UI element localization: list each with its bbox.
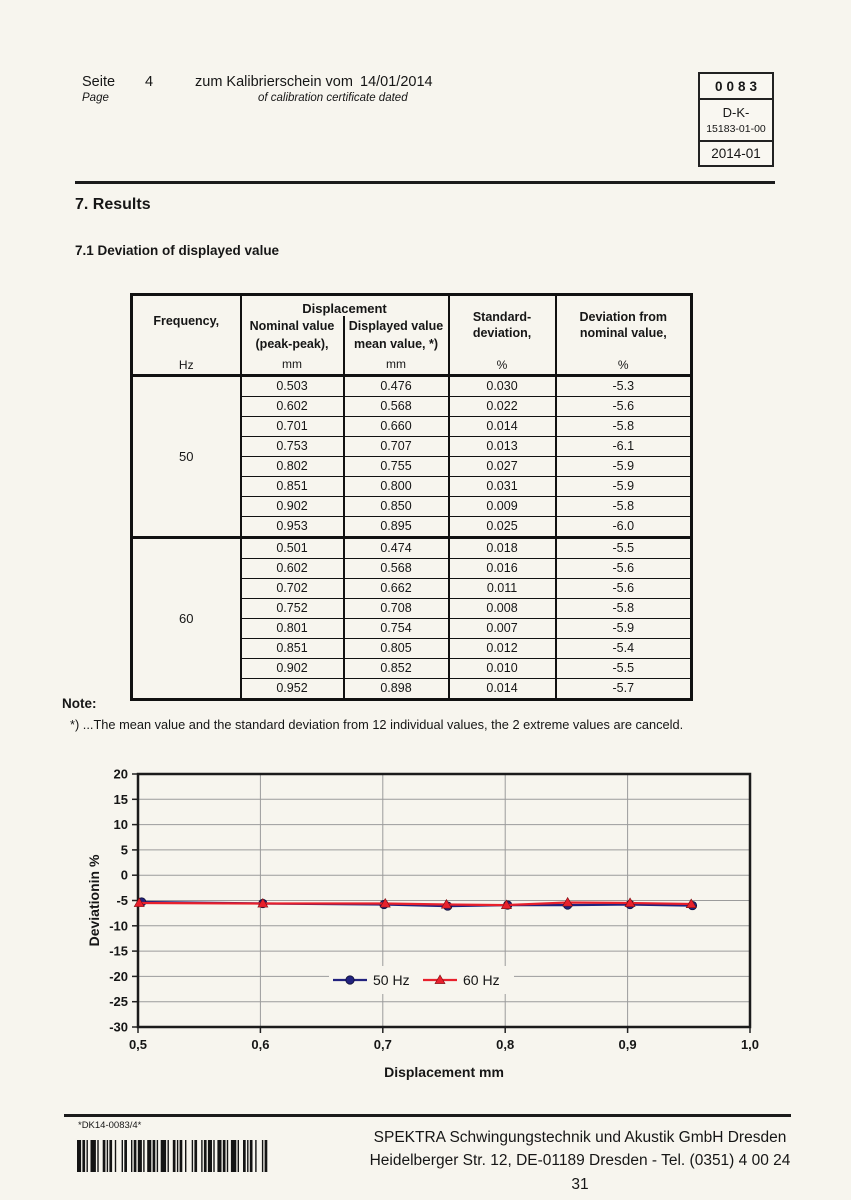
barcode-bar — [173, 1140, 176, 1172]
barcode-bar — [231, 1140, 236, 1172]
cert-label-de: zum Kalibrierschein vom — [195, 74, 353, 90]
value-cell: 0.568 — [344, 397, 449, 417]
barcode-bar — [255, 1140, 256, 1172]
dev-label-line1: Deviation from — [579, 310, 668, 324]
col-header-displayed — [344, 316, 449, 376]
barcode-bar — [82, 1140, 85, 1172]
barcode-bar — [87, 1140, 88, 1172]
value-cell: 0.800 — [344, 477, 449, 497]
page-header — [82, 74, 642, 104]
barcode-bar — [153, 1140, 156, 1172]
barcode-bar — [77, 1140, 81, 1172]
y-axis-title: Deviationin % — [86, 854, 102, 947]
value-cell: -5.8 — [556, 497, 692, 517]
stamp-issue: 2014-01 — [698, 140, 774, 167]
value-cell: 0.701 — [241, 417, 344, 437]
y-tick-label: -20 — [109, 968, 128, 984]
value-cell: 0.902 — [241, 659, 344, 679]
y-tick-label: -30 — [109, 1019, 128, 1035]
barcode-bar — [177, 1140, 178, 1172]
value-cell: -5.6 — [556, 559, 692, 579]
barcode-bar — [180, 1140, 183, 1172]
value-cell: -5.8 — [556, 599, 692, 619]
company-line2: Heidelberger Str. 12, DE-01189 Dresden - Tel. (0351) 4 00 24 31 — [369, 1152, 791, 1193]
nominal-label-line1: Nominal value — [249, 319, 335, 333]
barcode-bar — [134, 1140, 137, 1172]
cert-label-en: of calibration certificate dated — [258, 92, 408, 104]
x-tick-label: 0,9 — [618, 1037, 637, 1052]
value-cell: 0.898 — [344, 679, 449, 700]
section-title: 7. Results — [75, 196, 151, 213]
nominal-unit: mm — [282, 357, 302, 371]
value-cell: -5.6 — [556, 579, 692, 599]
x-tick-label: 1,0 — [740, 1037, 760, 1052]
barcode — [77, 1140, 272, 1172]
value-cell: -5.4 — [556, 639, 692, 659]
displayed-label-line1: Displayed value — [348, 319, 444, 333]
value-cell: 0.025 — [449, 517, 556, 538]
stamp-number: 0083 — [698, 72, 774, 100]
value-cell: -5.9 — [556, 619, 692, 639]
header-divider — [75, 181, 775, 184]
value-cell: 0.755 — [344, 457, 449, 477]
results-table-head — [132, 295, 692, 376]
dev-unit: % — [617, 358, 629, 372]
value-cell: -6.0 — [556, 517, 692, 538]
value-cell: 0.014 — [449, 417, 556, 437]
y-tick-label: -10 — [109, 918, 128, 934]
results-table — [130, 293, 693, 701]
value-cell: 0.801 — [241, 619, 344, 639]
barcode-bar — [109, 1140, 112, 1172]
value-cell: 0.012 — [449, 639, 556, 659]
value-cell: 0.011 — [449, 579, 556, 599]
barcode-bar — [223, 1140, 226, 1172]
col-header-nominal — [241, 316, 344, 376]
frequency-cell: 50 — [132, 376, 241, 538]
value-cell: 0.568 — [344, 559, 449, 579]
barcode-bar — [227, 1140, 228, 1172]
value-cell: 0.850 — [344, 497, 449, 517]
barcode-bar — [208, 1140, 212, 1172]
value-cell: 0.752 — [241, 599, 344, 619]
value-cell: 0.660 — [344, 417, 449, 437]
value-cell: 0.753 — [241, 437, 344, 457]
value-cell: 0.953 — [241, 517, 344, 538]
cert-date: 14/01/2014 — [360, 74, 433, 90]
displayed-unit: mm — [386, 357, 406, 371]
value-cell: 0.754 — [344, 619, 449, 639]
value-cell: 0.662 — [344, 579, 449, 599]
value-cell: 0.602 — [241, 559, 344, 579]
barcode-bar — [262, 1140, 263, 1172]
doc-code: *DK14-0083/4* — [78, 1120, 142, 1131]
y-tick-label: -15 — [109, 943, 128, 959]
barcode-bar — [143, 1140, 144, 1172]
value-cell: 0.503 — [241, 376, 344, 397]
value-cell: 0.602 — [241, 397, 344, 417]
x-tick-label: 0,6 — [251, 1037, 270, 1052]
barcode-bar — [168, 1140, 169, 1172]
value-cell: 0.702 — [241, 579, 344, 599]
value-cell: 0.014 — [449, 679, 556, 700]
barcode-bar — [157, 1140, 158, 1172]
value-cell: -6.1 — [556, 437, 692, 457]
value-cell: -5.5 — [556, 659, 692, 679]
seite-label: Seite — [82, 74, 116, 90]
x-tick-label: 0,8 — [496, 1037, 515, 1052]
marker-circle — [346, 976, 354, 984]
barcode-bar — [91, 1140, 96, 1172]
results-table-body — [132, 376, 692, 700]
value-cell: 0.016 — [449, 559, 556, 579]
page-label: Page — [82, 92, 109, 104]
barcode-bar — [213, 1140, 214, 1172]
value-cell: 0.027 — [449, 457, 556, 477]
x-tick-label: 0,5 — [128, 1037, 148, 1052]
value-cell: 0.805 — [344, 639, 449, 659]
barcode-bar — [124, 1140, 127, 1172]
barcode-bar — [103, 1140, 106, 1172]
legend-label: 60 Hz — [463, 972, 500, 988]
deviation-chart — [77, 764, 797, 1094]
barcode-bar — [250, 1140, 253, 1172]
company-line1: SPEKTRA Schwingungstechnik und Akustik GmbH Dresden — [373, 1129, 787, 1146]
note-title: Note: — [62, 696, 97, 711]
subsection-title: 7.1 Deviation of displayed value — [75, 243, 280, 258]
value-cell: -5.9 — [556, 477, 692, 497]
value-cell: 0.952 — [241, 679, 344, 700]
value-cell: -5.9 — [556, 457, 692, 477]
y-tick-label: 0 — [120, 867, 128, 883]
frequency-label: Frequency, — [153, 314, 220, 328]
footer-divider — [64, 1114, 791, 1117]
table-row — [132, 376, 692, 397]
stamp-accreditation-line1: D-K- — [722, 105, 750, 120]
y-tick-label: 20 — [113, 766, 128, 782]
page-number: 4 — [145, 74, 154, 90]
y-tick-label: -5 — [116, 893, 128, 908]
y-tick-label: 5 — [120, 842, 128, 858]
displayed-label-line2: mean value, *) — [353, 336, 439, 351]
std-label-line2: deviation, — [472, 325, 532, 340]
barcode-bar — [161, 1140, 166, 1172]
value-cell: 0.474 — [344, 538, 449, 559]
y-tick-label: 15 — [113, 791, 128, 807]
value-cell: 0.008 — [449, 599, 556, 619]
barcode-bar — [131, 1140, 132, 1172]
value-cell: 0.708 — [344, 599, 449, 619]
company-address — [365, 1126, 795, 1196]
frequency-unit: Hz — [178, 358, 194, 372]
barcode-bar — [97, 1140, 98, 1172]
barcode-bar — [147, 1140, 151, 1172]
note-text — [70, 717, 683, 732]
frequency-cell: 60 — [132, 538, 241, 700]
barcode-bar — [185, 1140, 186, 1172]
value-cell: -5.3 — [556, 376, 692, 397]
value-cell: 0.707 — [344, 437, 449, 457]
results-table-wrap — [130, 293, 693, 701]
table-row — [132, 538, 692, 559]
barcode-bar — [204, 1140, 207, 1172]
value-cell: 0.851 — [241, 477, 344, 497]
std-unit: % — [496, 358, 508, 372]
barcode-bar — [238, 1140, 239, 1172]
value-cell: 0.030 — [449, 376, 556, 397]
value-cell: 0.501 — [241, 538, 344, 559]
note-text-content: *) ...The mean value and the standard deviation from 12 individual values, the 2 extreme values are canceld. — [70, 717, 684, 732]
barcode-bar — [265, 1140, 268, 1172]
value-cell: 0.018 — [449, 538, 556, 559]
barcode-bar — [138, 1140, 142, 1172]
barcode-bar — [115, 1140, 116, 1172]
barcode-bar — [201, 1140, 202, 1172]
y-tick-label: -25 — [109, 994, 128, 1010]
value-cell: -5.7 — [556, 679, 692, 700]
barcode-bar — [192, 1140, 193, 1172]
barcode-bar — [247, 1140, 248, 1172]
value-cell: 0.851 — [241, 639, 344, 659]
value-cell: -5.8 — [556, 417, 692, 437]
barcode-bar — [217, 1140, 221, 1172]
value-cell: -5.6 — [556, 397, 692, 417]
value-cell: 0.010 — [449, 659, 556, 679]
legend-label: 50 Hz — [373, 972, 410, 988]
barcode-bar — [107, 1140, 108, 1172]
value-cell: 0.022 — [449, 397, 556, 417]
dev-label-line2: nominal value, — [579, 325, 667, 340]
y-tick-label: 10 — [113, 817, 128, 833]
stamp-accreditation-line2: 15183-01-00 — [706, 122, 766, 135]
col-header-std-deviation — [449, 295, 556, 376]
std-label-line1: Standard- — [472, 310, 532, 324]
barcode-bar — [243, 1140, 246, 1172]
value-cell: 0.895 — [344, 517, 449, 538]
barcode-bar — [122, 1140, 123, 1172]
value-cell: -5.5 — [556, 538, 692, 559]
col-header-deviation — [556, 295, 692, 376]
value-cell: 0.852 — [344, 659, 449, 679]
x-tick-label: 0,7 — [373, 1037, 392, 1052]
barcode-bar — [194, 1140, 197, 1172]
value-cell: 0.902 — [241, 497, 344, 517]
x-axis-title: Displacement mm — [384, 1064, 504, 1080]
value-cell: 0.009 — [449, 497, 556, 517]
accreditation-stamp — [698, 72, 774, 167]
value-cell: 0.031 — [449, 477, 556, 497]
value-cell: 0.013 — [449, 437, 556, 457]
value-cell: 0.007 — [449, 619, 556, 639]
col-header-displacement-group: Displacement — [241, 295, 449, 317]
nominal-label-line2: (peak-peak), — [255, 336, 329, 351]
col-header-frequency — [132, 295, 241, 376]
stamp-accreditation — [698, 98, 774, 142]
value-cell: 0.476 — [344, 376, 449, 397]
value-cell: 0.802 — [241, 457, 344, 477]
